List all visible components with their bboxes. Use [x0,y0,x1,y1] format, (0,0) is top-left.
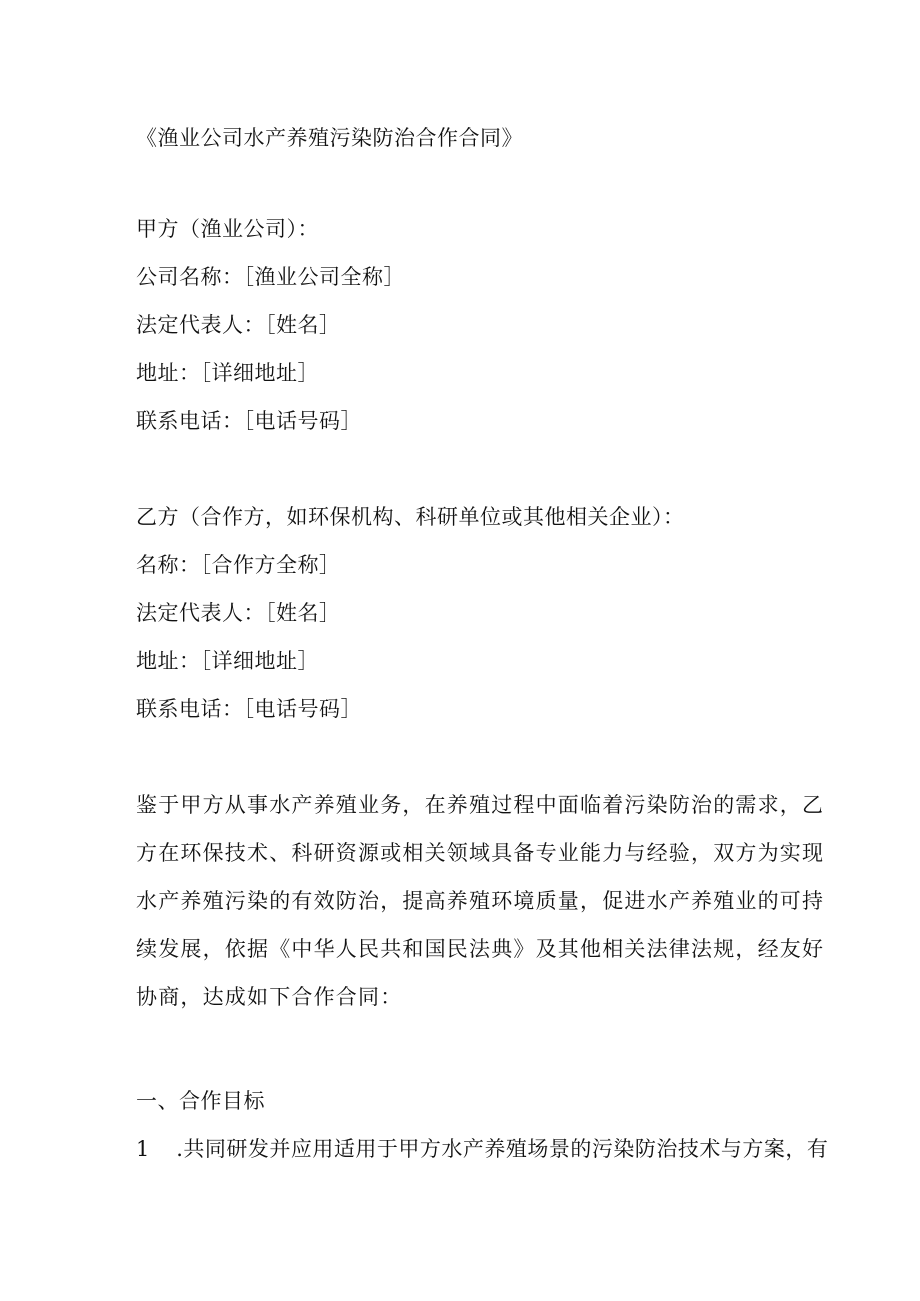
party-a-phone: 联系电话：［电话号码］ [136,409,362,433]
party-a-heading: 甲方（渔业公司）： [136,217,319,241]
party-a-company-name: 公司名称：［渔业公司全称］ [136,265,405,289]
party-b-heading: 乙方（合作方，如环保机构、科研单位或其他相关企业）： [136,505,685,529]
section-1-item-1-text: .共同研发并应用适用于甲方水产养殖场景的污染防治技术与方案，有 [176,1137,829,1161]
party-a-legal-rep: 法定代表人：［姓名］ [136,313,341,337]
intro-line: 鉴于甲方从事水产养殖业务，在养殖过程中面临着污染防治的需求，乙 [136,793,825,817]
intro-line: 方在环保技术、科研资源或相关领域具备专业能力与经验，双方为实现 [136,841,825,865]
section-1-item-1-number: 1 [136,1137,150,1161]
document-title: 《渔业公司水产养殖污染防治合作合同》 [136,126,523,150]
party-b-address: 地址：［详细地址］ [136,649,319,673]
intro-line: 续发展，依据《中华人民共和国民法典》及其他相关法律法规，经友好 [136,937,825,961]
intro-line: 水产养殖污染的有效防治，提高养殖环境质量，促进水产养殖业的可持 [136,889,825,913]
party-b-name: 名称：［合作方全称］ [136,553,341,577]
intro-line: 协商，达成如下合作合同： [136,985,403,1009]
section-1-item-1 [136,1135,828,1163]
party-a-address: 地址：［详细地址］ [136,361,319,385]
party-b-phone: 联系电话：［电话号码］ [136,697,362,721]
section-1-heading: 一、合作目标 [136,1089,265,1113]
party-b-legal-rep: 法定代表人：［姓名］ [136,601,341,625]
